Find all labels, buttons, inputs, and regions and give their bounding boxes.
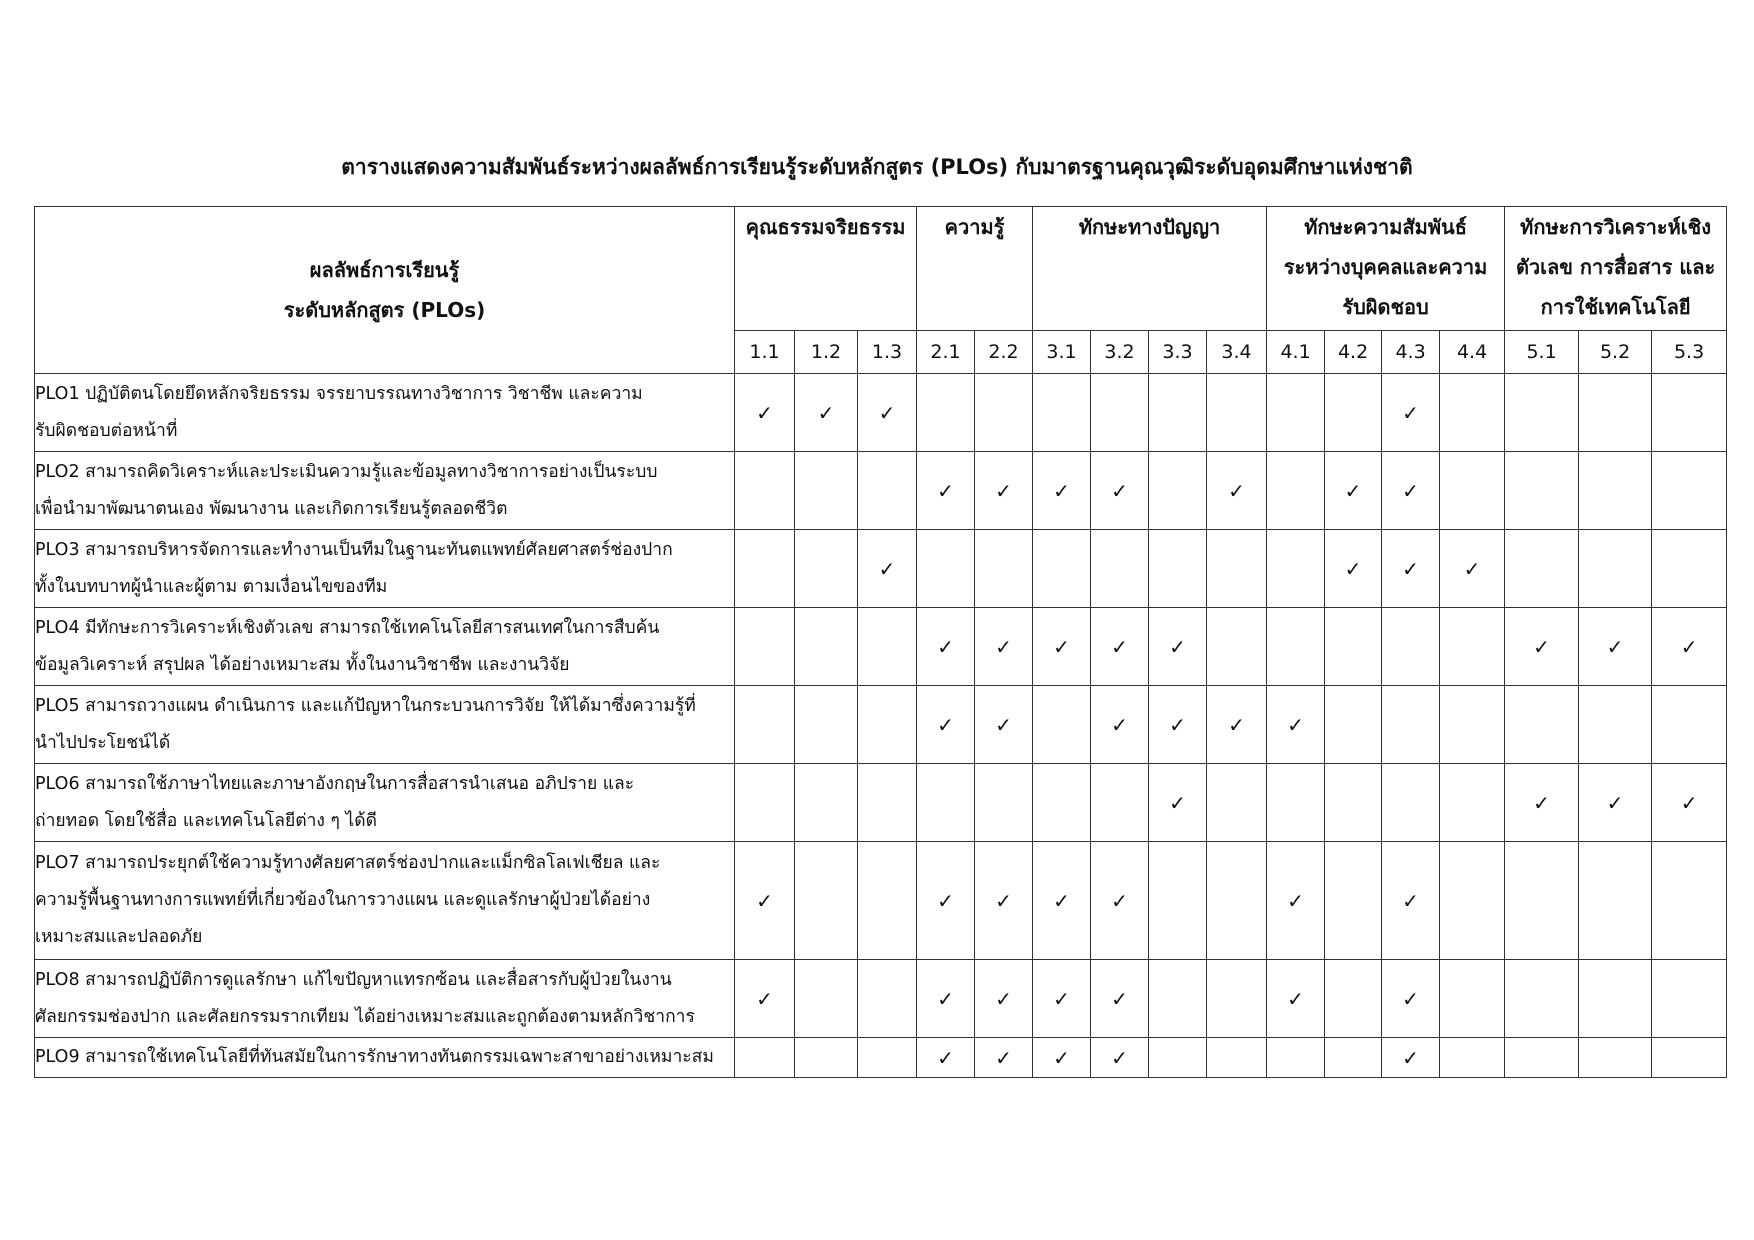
mapping-cell bbox=[917, 374, 975, 452]
mapping-cell bbox=[1033, 764, 1091, 842]
mapping-cell bbox=[1207, 530, 1267, 608]
check-mark-icon: ✓ bbox=[937, 1045, 954, 1070]
check-mark-icon: ✓ bbox=[1533, 790, 1550, 815]
check-mark-icon: ✓ bbox=[878, 400, 896, 425]
mapping-cell bbox=[735, 686, 795, 764]
mapping-cell bbox=[1440, 452, 1505, 530]
mapping-cell bbox=[735, 452, 795, 530]
mapping-cell bbox=[858, 374, 917, 452]
mapping-cell bbox=[1267, 374, 1325, 452]
mapping-cell bbox=[1505, 530, 1579, 608]
mapping-cell bbox=[1579, 452, 1652, 530]
check-mark-icon: ✓ bbox=[1533, 634, 1550, 659]
mapping-cell bbox=[858, 764, 917, 842]
check-mark-icon: ✓ bbox=[937, 478, 954, 503]
mapping-cell bbox=[917, 764, 975, 842]
plo-mapping-table bbox=[34, 206, 1727, 1078]
mapping-cell bbox=[1267, 1038, 1325, 1078]
domain-group-line: ทักษะการวิเคราะห์เชิง bbox=[1520, 215, 1711, 239]
table-row bbox=[35, 452, 1727, 530]
check-mark-icon: ✓ bbox=[1402, 986, 1419, 1011]
mapping-cell bbox=[1652, 1038, 1727, 1078]
mapping-cell bbox=[1091, 1038, 1149, 1078]
mapping-cell bbox=[1505, 452, 1579, 530]
plo-description bbox=[35, 374, 735, 452]
mapping-cell bbox=[735, 764, 795, 842]
mapping-cell bbox=[975, 452, 1033, 530]
mapping-cell bbox=[917, 530, 975, 608]
plo-description bbox=[35, 764, 735, 842]
standard-code-header: 1.3 bbox=[858, 331, 917, 374]
mapping-cell bbox=[1091, 686, 1149, 764]
domain-group-line: รับผิดชอบ bbox=[1342, 295, 1429, 319]
plo-description-line: PLO4 มีทักษะการวิเคราะห์เชิงตัวเลข สามารถใช้เทคโนโลยีสารสนเทศในการสืบค้น bbox=[35, 617, 660, 638]
plo-description bbox=[35, 842, 735, 960]
mapping-cell bbox=[795, 452, 858, 530]
standard-code-header: 1.2 bbox=[795, 331, 858, 374]
mapping-cell bbox=[975, 608, 1033, 686]
plo-description bbox=[35, 452, 735, 530]
mapping-cell bbox=[1033, 686, 1091, 764]
mapping-cell bbox=[1091, 764, 1149, 842]
mapping-cell bbox=[1149, 608, 1207, 686]
mapping-cell bbox=[1440, 374, 1505, 452]
plo-description bbox=[35, 530, 735, 608]
mapping-cell bbox=[858, 842, 917, 960]
mapping-cell bbox=[917, 452, 975, 530]
mapping-cell bbox=[858, 960, 917, 1038]
standard-code-header: 5.1 bbox=[1505, 331, 1579, 374]
plo-description-line: ความรู้พื้นฐานทางการแพทย์ที่เกี่ยวข้องในการวางแผน และดูแลรักษาผู้ป่วยได้อย่าง bbox=[35, 890, 651, 910]
domain-group-header bbox=[1505, 207, 1727, 331]
standard-code-header: 4.3 bbox=[1382, 331, 1440, 374]
mapping-cell bbox=[1207, 374, 1267, 452]
mapping-cell bbox=[1149, 452, 1207, 530]
mapping-cell bbox=[1207, 686, 1267, 764]
standard-code-header: 5.3 bbox=[1652, 331, 1727, 374]
standard-code-header: 3.1 bbox=[1033, 331, 1091, 374]
check-mark-icon: ✓ bbox=[937, 712, 954, 737]
plo-header-line: ระดับหลักสูตร (PLOs) bbox=[283, 298, 486, 322]
mapping-cell bbox=[1207, 608, 1267, 686]
check-mark-icon: ✓ bbox=[1111, 478, 1128, 503]
mapping-cell bbox=[1149, 842, 1207, 960]
mapping-cell bbox=[795, 960, 858, 1038]
domain-group-line: ตัวเลข การสื่อสาร และ bbox=[1515, 255, 1716, 279]
plo-description-line: ข้อมูลวิเคราะห์ สรุปผล ได้อย่างเหมาะสม ทั้งในงานวิชาชีพ และงานวิจัย bbox=[35, 654, 570, 675]
mapping-cell bbox=[1325, 1038, 1382, 1078]
mapping-cell bbox=[1652, 686, 1727, 764]
plo-description-line: นำไปประโยชน์ได้ bbox=[35, 732, 171, 753]
check-mark-icon: ✓ bbox=[1402, 1045, 1419, 1070]
mapping-cell bbox=[1091, 374, 1149, 452]
mapping-cell bbox=[795, 374, 858, 452]
plo-description-line: ถ่ายทอด โดยใช้สื่อ และเทคโนโลยีต่าง ๆ ได้ดี bbox=[35, 810, 378, 831]
check-mark-icon: ✓ bbox=[1287, 712, 1304, 737]
mapping-cell bbox=[1267, 608, 1325, 686]
plo-description-line: PLO9 สามารถใช้เทคโนโลยีที่ทันสมัยในการรักษาทางทันตกรรมเฉพาะสาขาอย่างเหมาะสม bbox=[35, 1047, 714, 1067]
mapping-cell bbox=[1579, 1038, 1652, 1078]
mapping-cell bbox=[858, 608, 917, 686]
mapping-cell bbox=[1579, 608, 1652, 686]
mapping-cell bbox=[1267, 842, 1325, 960]
check-mark-icon: ✓ bbox=[817, 400, 835, 425]
plo-header-line: ผลลัพธ์การเรียนรู้ bbox=[309, 258, 460, 282]
mapping-cell bbox=[1033, 960, 1091, 1038]
mapping-cell bbox=[1652, 452, 1727, 530]
mapping-cell bbox=[795, 842, 858, 960]
table-row bbox=[35, 608, 1727, 686]
page-title: ตารางแสดงความสัมพันธ์ระหว่างผลลัพธ์การเรียนรู้ระดับหลักสูตร (PLOs) กับมาตรฐานคุณวุฒิระดับอุดมศึกษาแห่งชาติ bbox=[341, 155, 1413, 179]
mapping-cell bbox=[1325, 960, 1382, 1038]
plo-description-line: PLO7 สามารถประยุกต์ใช้ความรู้ทางศัลยศาสตร์ช่องปากและแม็กซิลโลเฟเชียล และ bbox=[35, 853, 661, 873]
mapping-cell bbox=[1440, 530, 1505, 608]
plo-description-line: PLO3 สามารถบริหารจัดการและทำงานเป็นทีมในฐานะทันตแพทย์ศัลยศาสตร์ช่องปาก bbox=[35, 539, 673, 560]
mapping-cell bbox=[1207, 960, 1267, 1038]
mapping-cell bbox=[1149, 960, 1207, 1038]
mapping-cell bbox=[1149, 374, 1207, 452]
table-row bbox=[35, 960, 1727, 1038]
mapping-cell bbox=[1091, 842, 1149, 960]
standard-code-header: 3.4 bbox=[1207, 331, 1267, 374]
plo-column-header bbox=[35, 207, 735, 374]
standard-code-header: 4.2 bbox=[1325, 331, 1382, 374]
mapping-cell bbox=[975, 764, 1033, 842]
check-mark-icon: ✓ bbox=[1680, 790, 1698, 815]
mapping-cell bbox=[1382, 374, 1440, 452]
mapping-cell bbox=[1325, 764, 1382, 842]
mapping-cell bbox=[1207, 842, 1267, 960]
mapping-cell bbox=[795, 764, 858, 842]
mapping-cell bbox=[1149, 686, 1207, 764]
plo-description bbox=[35, 1038, 735, 1078]
mapping-cell bbox=[1652, 374, 1727, 452]
mapping-cell bbox=[1440, 842, 1505, 960]
mapping-cell bbox=[858, 686, 917, 764]
check-mark-icon: ✓ bbox=[995, 634, 1012, 659]
mapping-cell bbox=[1149, 1038, 1207, 1078]
mapping-cell bbox=[1091, 608, 1149, 686]
mapping-cell bbox=[1382, 842, 1440, 960]
domain-group-header bbox=[1267, 207, 1505, 331]
mapping-cell bbox=[1579, 764, 1652, 842]
mapping-cell bbox=[795, 608, 858, 686]
mapping-cell bbox=[1267, 452, 1325, 530]
mapping-cell bbox=[1505, 608, 1579, 686]
plo-description-line: PLO8 สามารถปฏิบัติการดูแลรักษา แก้ไขปัญหาแทรกซ้อน และสื่อสารกับผู้ป่วยในงาน bbox=[35, 969, 672, 990]
check-mark-icon: ✓ bbox=[1344, 556, 1362, 581]
check-mark-icon: ✓ bbox=[1606, 634, 1624, 659]
standard-code-header: 5.2 bbox=[1579, 331, 1652, 374]
mapping-cell bbox=[1505, 686, 1579, 764]
mapping-cell bbox=[1440, 608, 1505, 686]
mapping-cell bbox=[917, 686, 975, 764]
check-mark-icon: ✓ bbox=[1344, 478, 1362, 503]
check-mark-icon: ✓ bbox=[1111, 888, 1128, 913]
mapping-cell bbox=[975, 374, 1033, 452]
mapping-cell bbox=[1325, 530, 1382, 608]
check-mark-icon: ✓ bbox=[756, 888, 773, 913]
check-mark-icon: ✓ bbox=[1402, 478, 1419, 503]
mapping-cell bbox=[1325, 842, 1382, 960]
check-mark-icon: ✓ bbox=[937, 986, 954, 1011]
mapping-cell bbox=[975, 1038, 1033, 1078]
check-mark-icon: ✓ bbox=[1228, 478, 1245, 503]
mapping-cell bbox=[1579, 530, 1652, 608]
mapping-cell bbox=[1440, 1038, 1505, 1078]
check-mark-icon: ✓ bbox=[1053, 634, 1070, 659]
check-mark-icon: ✓ bbox=[937, 888, 954, 913]
plo-description-line: PLO1 ปฏิบัติตนโดยยึดหลักจริยธรรม จรรยาบรรณทางวิชาการ วิชาชีพ และความ bbox=[35, 383, 643, 404]
domain-group-line: ทักษะความสัมพันธ์ bbox=[1304, 215, 1467, 239]
domain-group-header bbox=[917, 207, 1033, 331]
check-mark-icon: ✓ bbox=[995, 888, 1012, 913]
table-row bbox=[35, 1038, 1727, 1078]
standard-code-header: 2.1 bbox=[917, 331, 975, 374]
mapping-cell bbox=[1033, 842, 1091, 960]
mapping-cell bbox=[1440, 960, 1505, 1038]
mapping-cell bbox=[1652, 530, 1727, 608]
check-mark-icon: ✓ bbox=[1111, 712, 1128, 737]
check-mark-icon: ✓ bbox=[1402, 556, 1419, 581]
check-mark-icon: ✓ bbox=[1680, 634, 1698, 659]
mapping-cell bbox=[1440, 686, 1505, 764]
check-mark-icon: ✓ bbox=[1111, 986, 1128, 1011]
mapping-cell bbox=[1505, 960, 1579, 1038]
table-row bbox=[35, 842, 1727, 960]
mapping-cell bbox=[735, 608, 795, 686]
mapping-cell bbox=[1382, 764, 1440, 842]
check-mark-icon: ✓ bbox=[1402, 400, 1419, 425]
mapping-cell bbox=[917, 1038, 975, 1078]
plo-description-line: เหมาะสมและปลอดภัย bbox=[35, 927, 203, 947]
check-mark-icon: ✓ bbox=[937, 634, 954, 659]
mapping-cell bbox=[1149, 764, 1207, 842]
standard-code-header: 3.2 bbox=[1091, 331, 1149, 374]
standard-code-header: 3.3 bbox=[1149, 331, 1207, 374]
mapping-cell bbox=[1149, 530, 1207, 608]
check-mark-icon: ✓ bbox=[1463, 556, 1481, 581]
mapping-cell bbox=[1325, 452, 1382, 530]
check-mark-icon: ✓ bbox=[878, 556, 896, 581]
check-mark-icon: ✓ bbox=[1053, 478, 1070, 503]
domain-group-line: ระหว่างบุคคลและความ bbox=[1283, 255, 1488, 279]
mapping-cell bbox=[795, 530, 858, 608]
plo-description-line: PLO5 สามารถวางแผน ดำเนินการ และแก้ปัญหาในกระบวนการวิจัย ให้ได้มาซึ่งความรู้ที่ bbox=[35, 695, 696, 716]
mapping-cell bbox=[1267, 686, 1325, 764]
domain-group-header bbox=[735, 207, 917, 331]
mapping-cell bbox=[1579, 960, 1652, 1038]
check-mark-icon: ✓ bbox=[1606, 790, 1624, 815]
mapping-cell bbox=[1325, 374, 1382, 452]
mapping-cell bbox=[858, 452, 917, 530]
mapping-cell bbox=[917, 842, 975, 960]
mapping-cell bbox=[917, 608, 975, 686]
check-mark-icon: ✓ bbox=[1287, 986, 1304, 1011]
check-mark-icon: ✓ bbox=[1169, 712, 1186, 737]
plo-description-line: รับผิดชอบต่อหน้าที่ bbox=[35, 420, 178, 441]
plo-description-line: PLO2 สามารถคิดวิเคราะห์และประเมินความรู้และข้อมูลทางวิชาการอย่างเป็นระบบ bbox=[35, 461, 658, 482]
mapping-cell bbox=[975, 686, 1033, 764]
check-mark-icon: ✓ bbox=[1402, 888, 1419, 913]
mapping-cell bbox=[1207, 1038, 1267, 1078]
mapping-cell bbox=[795, 1038, 858, 1078]
plo-description-line: ศัลยกรรมช่องปาก และศัลยกรรมรากเทียม ได้อย่างเหมาะสมและถูกต้องตามหลักวิชาการ bbox=[35, 1006, 695, 1027]
mapping-cell bbox=[1033, 452, 1091, 530]
mapping-cell bbox=[735, 1038, 795, 1078]
mapping-cell bbox=[735, 960, 795, 1038]
plo-description-line: PLO6 สามารถใช้ภาษาไทยและภาษาอังกฤษในการสื่อสารนำเสนอ อภิปราย และ bbox=[35, 773, 635, 794]
standard-code-header: 4.4 bbox=[1440, 331, 1505, 374]
mapping-cell bbox=[1652, 960, 1727, 1038]
mapping-cell bbox=[735, 842, 795, 960]
mapping-cell bbox=[1579, 374, 1652, 452]
mapping-cell bbox=[795, 686, 858, 764]
mapping-cell bbox=[1033, 1038, 1091, 1078]
mapping-cell bbox=[1652, 608, 1727, 686]
mapping-cell bbox=[1325, 608, 1382, 686]
mapping-cell bbox=[1382, 960, 1440, 1038]
mapping-cell bbox=[1652, 842, 1727, 960]
mapping-cell bbox=[1325, 686, 1382, 764]
domain-group-line: ทักษะทางปัญญา bbox=[1078, 215, 1221, 239]
mapping-cell bbox=[1382, 452, 1440, 530]
mapping-cell bbox=[1382, 686, 1440, 764]
mapping-cell bbox=[1033, 530, 1091, 608]
mapping-cell bbox=[975, 842, 1033, 960]
check-mark-icon: ✓ bbox=[1169, 634, 1186, 659]
check-mark-icon: ✓ bbox=[756, 400, 773, 425]
mapping-cell bbox=[1267, 530, 1325, 608]
check-mark-icon: ✓ bbox=[1287, 888, 1304, 913]
mapping-cell bbox=[1505, 374, 1579, 452]
mapping-cell bbox=[917, 960, 975, 1038]
mapping-cell bbox=[1207, 764, 1267, 842]
domain-group-line: คุณธรรมจริยธรรม bbox=[745, 215, 906, 239]
mapping-cell bbox=[1267, 960, 1325, 1038]
standard-code-header: 4.1 bbox=[1267, 331, 1325, 374]
table-row bbox=[35, 374, 1727, 452]
standard-code-header: 2.2 bbox=[975, 331, 1033, 374]
check-mark-icon: ✓ bbox=[995, 1045, 1012, 1070]
mapping-cell bbox=[1382, 1038, 1440, 1078]
table-row bbox=[35, 764, 1727, 842]
check-mark-icon: ✓ bbox=[995, 712, 1012, 737]
mapping-cell bbox=[735, 374, 795, 452]
check-mark-icon: ✓ bbox=[756, 986, 773, 1011]
mapping-cell bbox=[858, 1038, 917, 1078]
mapping-cell bbox=[1652, 764, 1727, 842]
mapping-cell bbox=[1579, 842, 1652, 960]
mapping-cell bbox=[1382, 530, 1440, 608]
mapping-cell bbox=[735, 530, 795, 608]
mapping-cell bbox=[1505, 764, 1579, 842]
domain-group-line: ความรู้ bbox=[944, 215, 1005, 239]
check-mark-icon: ✓ bbox=[1053, 888, 1070, 913]
check-mark-icon: ✓ bbox=[1169, 790, 1186, 815]
mapping-cell bbox=[1579, 686, 1652, 764]
mapping-cell bbox=[1091, 452, 1149, 530]
plo-description bbox=[35, 686, 735, 764]
mapping-cell bbox=[975, 960, 1033, 1038]
table-row bbox=[35, 530, 1727, 608]
plo-description-line: เพื่อนำมาพัฒนาตนเอง พัฒนางาน และเกิดการเรียนรู้ตลอดชีวิต bbox=[35, 498, 508, 519]
check-mark-icon: ✓ bbox=[1111, 634, 1128, 659]
table-row bbox=[35, 686, 1727, 764]
plo-description-line: ทั้งในบทบาทผู้นำและผู้ตาม ตามเงื่อนไขของทีม bbox=[35, 576, 388, 597]
mapping-cell bbox=[1267, 764, 1325, 842]
plo-description bbox=[35, 608, 735, 686]
mapping-cell bbox=[1440, 764, 1505, 842]
mapping-cell bbox=[1033, 374, 1091, 452]
mapping-cell bbox=[1207, 452, 1267, 530]
domain-group-header bbox=[1033, 207, 1267, 331]
check-mark-icon: ✓ bbox=[1228, 712, 1245, 737]
plo-description bbox=[35, 960, 735, 1038]
check-mark-icon: ✓ bbox=[995, 478, 1012, 503]
standard-code-header: 1.1 bbox=[735, 331, 795, 374]
mapping-cell bbox=[1091, 530, 1149, 608]
mapping-cell bbox=[1382, 608, 1440, 686]
mapping-cell bbox=[1505, 1038, 1579, 1078]
mapping-cell bbox=[1033, 608, 1091, 686]
mapping-cell bbox=[975, 530, 1033, 608]
mapping-cell bbox=[1091, 960, 1149, 1038]
check-mark-icon: ✓ bbox=[1111, 1045, 1128, 1070]
domain-group-line: การใช้เทคโนโลยี bbox=[1540, 295, 1691, 319]
check-mark-icon: ✓ bbox=[1053, 1045, 1070, 1070]
mapping-cell bbox=[858, 530, 917, 608]
mapping-cell bbox=[1505, 842, 1579, 960]
check-mark-icon: ✓ bbox=[995, 986, 1012, 1011]
check-mark-icon: ✓ bbox=[1053, 986, 1070, 1011]
